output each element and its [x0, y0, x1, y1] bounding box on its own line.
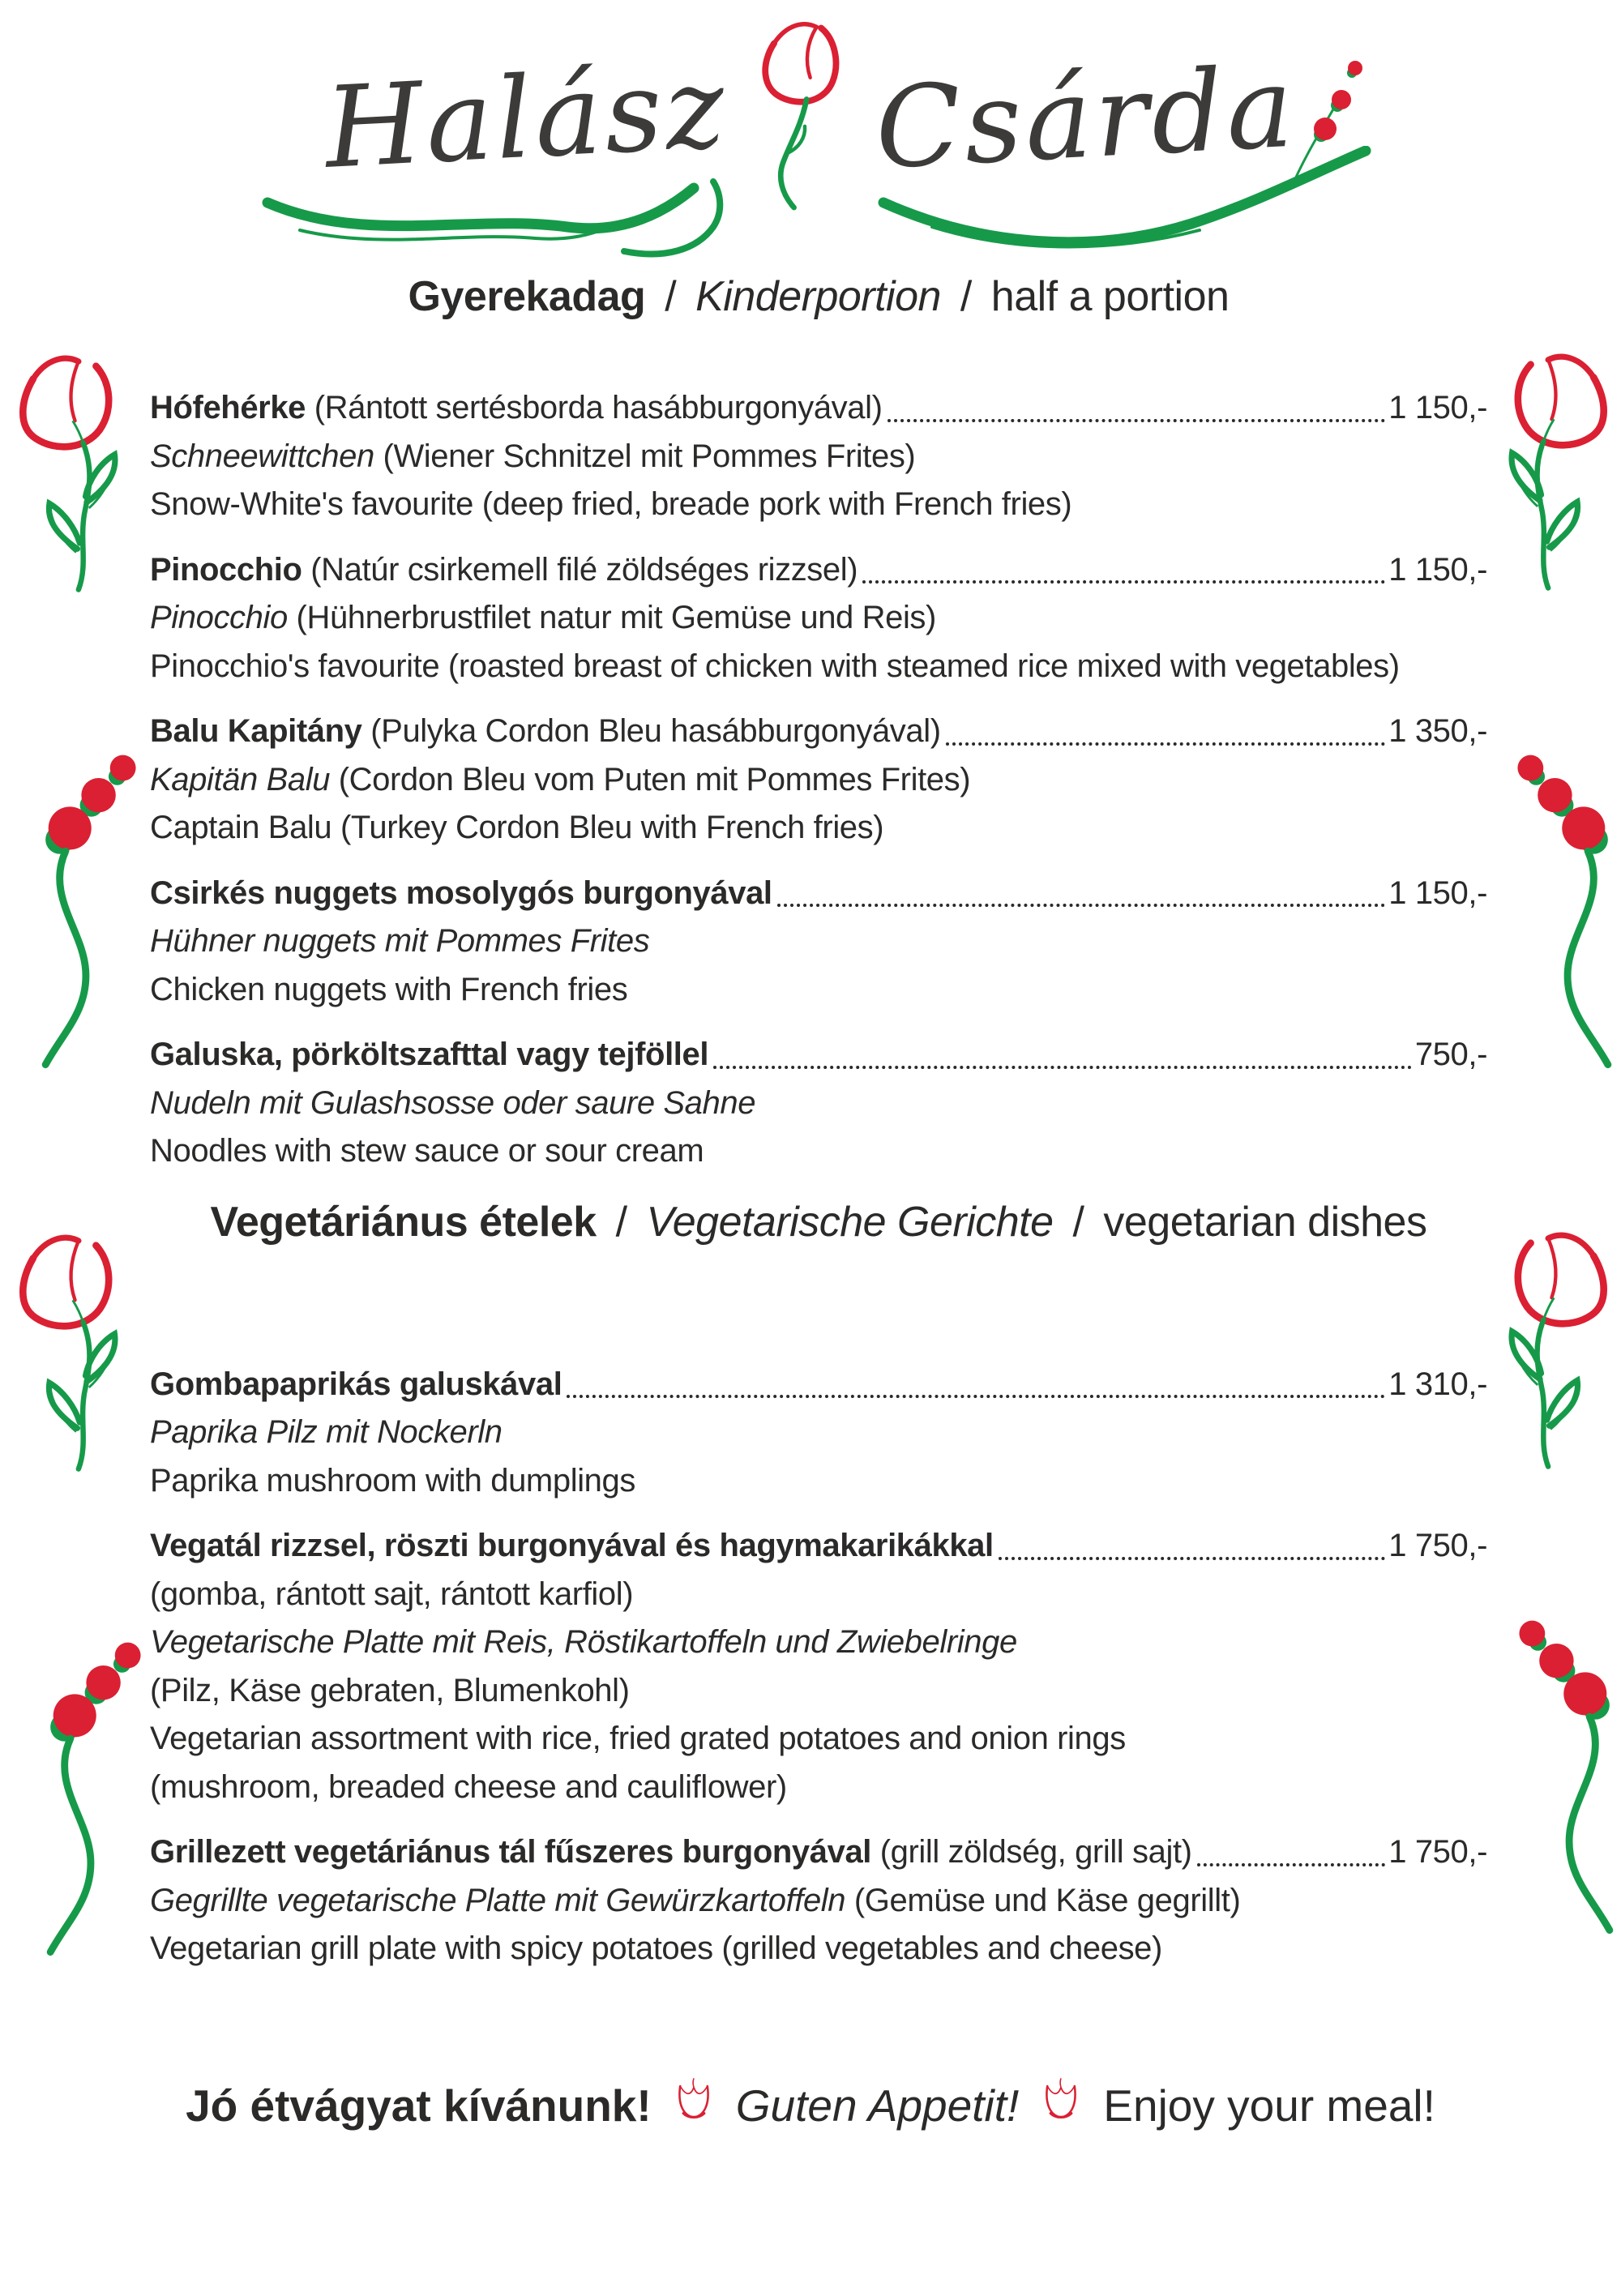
text-segment: Pinocchio	[150, 551, 302, 588]
item-desc-line	[150, 1409, 1487, 1457]
item-price: 1 310,-	[1388, 1366, 1487, 1402]
item-name-line	[150, 870, 1487, 918]
text-segment: (mushroom, breaded cheese and cauliflower)	[150, 1768, 787, 1805]
item-desc-line	[150, 1457, 1487, 1506]
text-segment: (Pulyka Cordon Bleu hasábburgonyával)	[361, 713, 941, 749]
section-title	[150, 1193, 1487, 1251]
menu-item	[150, 708, 1487, 853]
text-segment: Paprika mushroom with dumplings	[150, 1462, 635, 1499]
margin-tulip-icon	[12, 348, 140, 597]
item-desc-line	[150, 966, 1487, 1015]
item-desc-line	[150, 643, 1487, 691]
dot-leader	[887, 419, 1386, 422]
text-segment: Galuska, pörköltszafttal vagy tejföllel	[150, 1037, 709, 1072]
dot-leader	[713, 1066, 1412, 1069]
item-desc-line	[150, 1667, 1487, 1716]
tulip-outline-icon	[1041, 2076, 1080, 2129]
margin-berries-icon	[1483, 746, 1619, 1074]
item-price: 1 750,-	[1388, 1528, 1487, 1563]
section-title-hu: Vegetáriánus ételek	[210, 1198, 597, 1246]
menu-item	[150, 1828, 1487, 1973]
text-segment: Chicken nuggets with French fries	[150, 971, 628, 1007]
footer-text: Enjoy your meal!	[1103, 2080, 1435, 2131]
footer-text: Guten Appetit!	[735, 2080, 1020, 2131]
item-name-line	[150, 1828, 1487, 1877]
item-desc-line	[150, 1715, 1487, 1764]
item-price: 1 150,-	[1388, 390, 1487, 425]
text-segment: (Cordon Bleu vom Puten mit Pommes Frites)	[330, 761, 971, 797]
text-segment: (gomba, rántott sajt, rántott karfiol)	[150, 1576, 634, 1612]
item-desc-line	[150, 1764, 1487, 1812]
dot-leader	[567, 1395, 1385, 1398]
item-price: 1 150,-	[1388, 874, 1487, 911]
text-segment: Hófehérke	[150, 390, 306, 425]
brand-word-left: Halász	[321, 41, 731, 194]
text-segment: Schneewittchen	[150, 438, 374, 474]
separator: /	[604, 1198, 639, 1246]
item-desc-line	[150, 1618, 1487, 1667]
item-price: 1 150,-	[1388, 551, 1487, 588]
separator: /	[653, 273, 688, 320]
text-segment: Vegetarische Platte mit Reis, Röstikartoffeln und Zwiebelringe	[150, 1624, 1017, 1660]
text-segment: Snow-White's favourite (deep fried, breade pork with French fries)	[150, 486, 1072, 522]
margin-berries-icon	[1485, 1611, 1621, 1939]
text-segment: Captain Balu (Turkey Cordon Bleu with French fries)	[150, 810, 884, 845]
text-segment: Paprika Pilz mit Nockerln	[150, 1414, 503, 1450]
text-segment: Nudeln mit Gulashsosse oder saure Sahne	[150, 1084, 756, 1121]
restaurant-logo	[243, 24, 1378, 259]
item-name-line	[150, 708, 1487, 756]
logo-berries-icon	[1274, 39, 1363, 193]
text-segment: Csirkés nuggets mosolygós burgonyával	[150, 874, 772, 911]
tulip-outline-icon	[674, 2076, 713, 2129]
section-title-en: vegetarian dishes	[1103, 1198, 1427, 1246]
footer-text: Jó étvágyat kívánunk!	[186, 2080, 652, 2131]
menu-item	[150, 1522, 1487, 1811]
item-price: 1 750,-	[1388, 1834, 1487, 1870]
item-desc-line	[150, 917, 1487, 966]
section-title	[150, 267, 1487, 326]
menu-item	[150, 1031, 1487, 1176]
logo-swash-icon	[243, 146, 1378, 267]
menu-item	[150, 870, 1487, 1015]
item-price: 750,-	[1414, 1037, 1487, 1072]
item-desc-line	[150, 433, 1487, 481]
text-segment: Pinocchio	[150, 600, 288, 635]
text-segment: (Natúr csirkemell filé zöldséges rizzsel)	[302, 551, 858, 588]
text-segment: (grill zöldség, grill sajt)	[871, 1834, 1192, 1870]
dot-leader	[862, 580, 1385, 584]
item-list	[150, 384, 1487, 1176]
menu-item	[150, 1361, 1487, 1506]
menu-content	[150, 267, 1487, 1990]
item-desc-line	[150, 1877, 1487, 1926]
dot-leader	[999, 1557, 1386, 1560]
text-segment: (Pilz, Käse gebraten, Blumenkohl)	[150, 1672, 630, 1708]
text-segment: Gombapaprikás galuskával	[150, 1366, 562, 1402]
section-title-hu: Gyerekadag	[408, 273, 646, 320]
item-name-line	[150, 384, 1487, 433]
text-segment: Vegetarian grill plate with spicy potatoes (grilled vegetables and cheese)	[150, 1930, 1162, 1966]
text-segment: Vegatál rizzsel, röszti burgonyával és hagymakarikákkal	[150, 1528, 994, 1563]
section-title-en: half a portion	[990, 273, 1230, 320]
text-segment: Kapitän Balu	[150, 761, 331, 797]
section-title-de: Vegetarische Gerichte	[646, 1198, 1054, 1246]
menu-item	[150, 546, 1487, 691]
brand-word-right: Csárda	[872, 41, 1300, 194]
item-name-line	[150, 546, 1487, 595]
text-segment: (Gemüse und Käse gegrillt)	[845, 1882, 1241, 1918]
item-desc-line	[150, 1127, 1487, 1176]
separator: /	[1061, 1198, 1096, 1246]
text-segment: Noodles with stew sauce or sour cream	[150, 1133, 704, 1169]
section-title-de: Kinderportion	[695, 273, 941, 320]
text-segment: (Rántott sertésborda hasábburgonyával)	[306, 390, 883, 425]
text-segment: (Wiener Schnitzel mit Pommes Frites)	[374, 438, 916, 474]
item-desc-line	[150, 804, 1487, 853]
item-name-line	[150, 1361, 1487, 1409]
margin-tulip-icon	[12, 1228, 140, 1477]
item-desc-line	[150, 1925, 1487, 1973]
item-name-line	[150, 1031, 1487, 1080]
item-desc-line	[150, 594, 1487, 643]
item-list	[150, 1361, 1487, 1973]
margin-tulip-icon	[1486, 347, 1615, 596]
item-name-line	[150, 1522, 1487, 1571]
text-segment: Vegetarian assortment with rice, fried grated potatoes and onion rings	[150, 1721, 1126, 1756]
text-segment: (Hühnerbrustfilet natur mit Gemüse und Reis)	[287, 600, 936, 635]
text-segment: Pinocchio's favourite (roasted breast of chicken with steamed rice mixed with vegetables)	[150, 648, 1400, 684]
text-segment: Balu Kapitány	[150, 713, 362, 749]
text-segment: Hühner nuggets mit Pommes Frites	[150, 923, 650, 959]
margin-tulip-icon	[1486, 1225, 1615, 1474]
separator: /	[948, 273, 983, 320]
dot-leader	[777, 904, 1386, 907]
item-desc-line	[150, 1080, 1487, 1128]
item-desc-line	[150, 1571, 1487, 1619]
dot-leader	[1197, 1863, 1386, 1866]
item-desc-line	[150, 756, 1487, 805]
text-segment: Gegrillte vegetarische Platte mit Gewürzkartoffeln	[150, 1882, 846, 1918]
footer-greeting	[0, 2079, 1621, 2132]
text-segment: Grillezett vegetáriánus tál fűszeres burgonyával	[150, 1834, 871, 1870]
dot-leader	[946, 742, 1386, 746]
menu-item	[150, 384, 1487, 529]
item-desc-line	[150, 481, 1487, 529]
item-price: 1 350,-	[1388, 713, 1487, 749]
